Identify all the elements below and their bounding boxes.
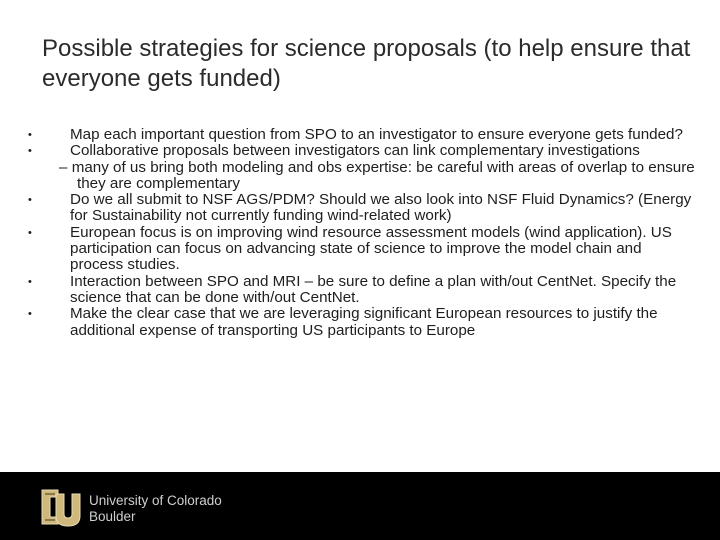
bullet-item (28, 127, 698, 143)
bullet-text: Do we all submit to NSF AGS/PDM? Should we also look into NSF Fluid Dynamics? (Energy for Sustainability not currently funding wind-related work) (70, 191, 692, 225)
bullet-text: European focus is on improving wind resource assessment models (wind application). US participation can focus on advancing state of science to improve the model chain and process studies. (70, 223, 672, 274)
bullet-marker: • (28, 275, 32, 288)
bullet-marker: • (28, 308, 32, 321)
bullet-item (28, 143, 698, 159)
bullet-item (28, 225, 698, 274)
sub-bullet-marker: – (59, 158, 68, 176)
sub-bullet-item (30, 160, 698, 193)
bullet-list (28, 127, 698, 339)
bullet-item (28, 306, 698, 339)
bullet-marker: • (28, 226, 32, 239)
university-line-1: University of Colorado (89, 493, 222, 508)
bullet-item (28, 192, 698, 225)
footer-bar (0, 472, 720, 540)
bullet-text: Collaborative proposals between investigators can link complementary investigations (70, 142, 640, 160)
bullet-marker: • (28, 129, 32, 141)
bullet-text: Make the clear case that we are leveraging significant European resources to justify the additional expense of transporting US participants to Europe (70, 305, 658, 339)
sub-bullet-text: many of us bring both modeling and obs expertise: be careful with areas of overlap to ensure they are complementary (71, 158, 695, 192)
university-name (89, 493, 222, 525)
bullet-text: Map each important question from SPO to an investigator to ensure everyone gets funded? (70, 126, 683, 143)
bullet-text: Interaction between SPO and MRI – be sure to define a plan with/out CentNet. Specify the science that can be done with/out CentNet. (70, 272, 677, 306)
cu-logo-icon (38, 484, 84, 530)
bullet-marker: • (28, 194, 32, 207)
bullet-marker: • (28, 145, 32, 158)
university-line-2: Boulder (89, 509, 136, 524)
bullet-item (28, 274, 698, 307)
slide-title: Possible strategies for science proposals (to help ensure that everyone gets funded) (42, 35, 691, 92)
